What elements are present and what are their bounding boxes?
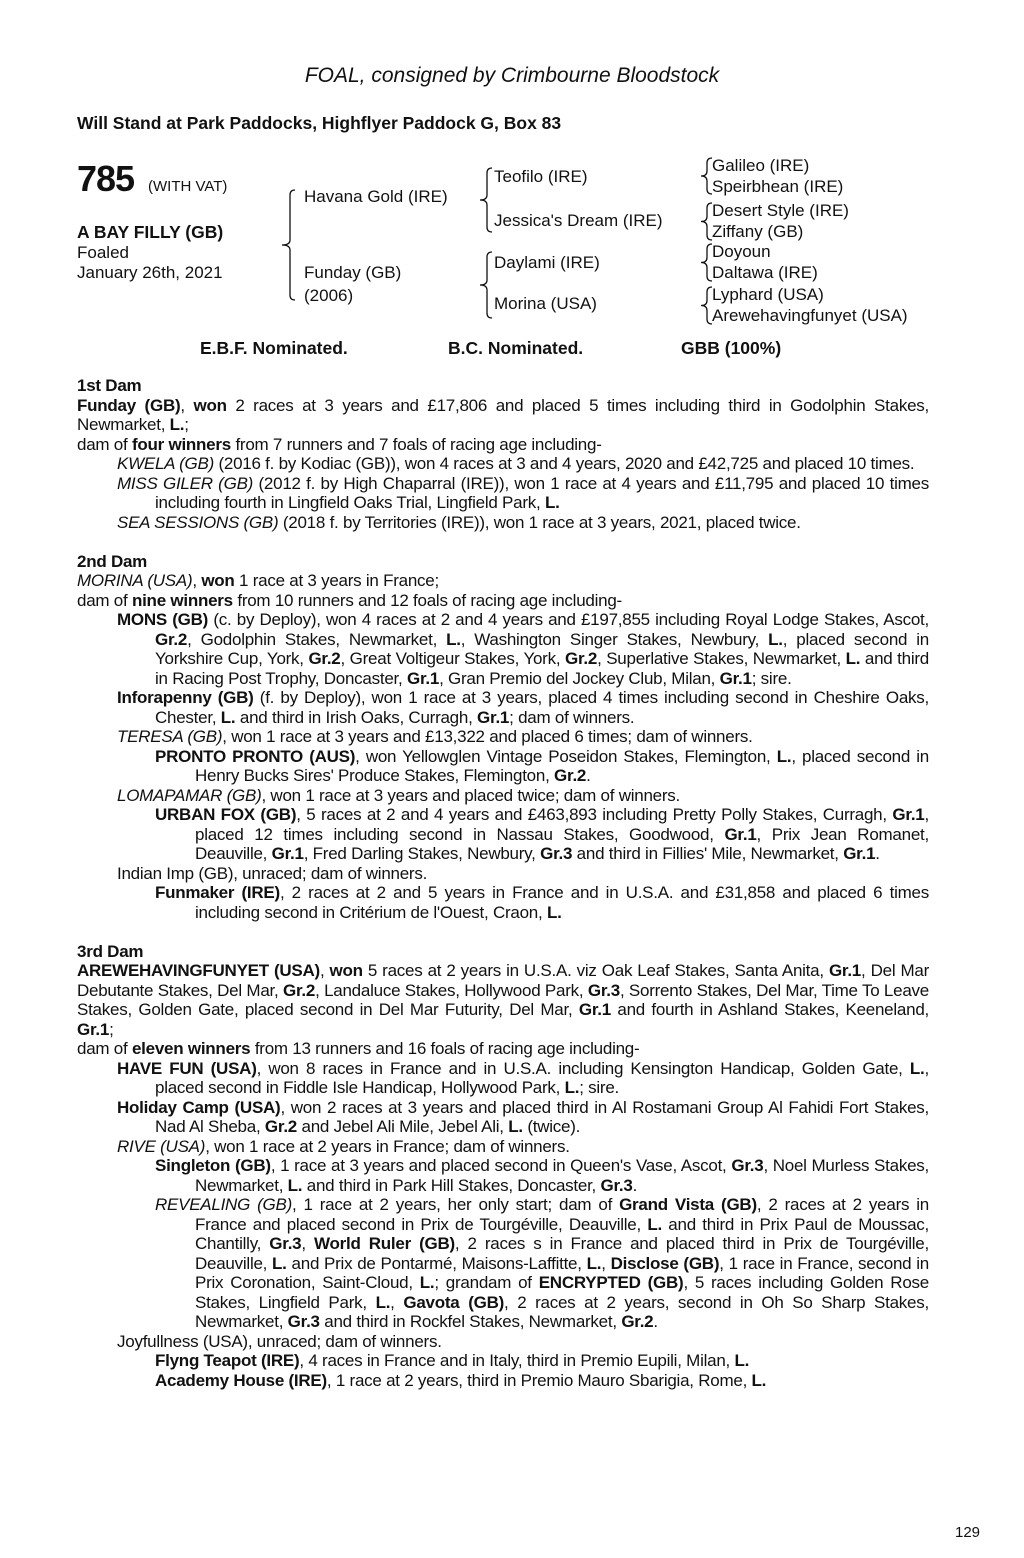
text: , won 8 races in France and in U.S.A. including Kensington Handicap, Golden Gate, xyxy=(256,1058,910,1078)
page-title: FOAL, consigned by Crimbourne Bloodstock xyxy=(304,64,720,87)
bold-text: Gr.2 xyxy=(308,649,341,668)
italic-text: KWELA (GB) xyxy=(117,454,214,473)
text: dam of xyxy=(77,434,132,454)
bold-text: L. xyxy=(375,1292,391,1312)
bold-text: URBAN FOX (GB) xyxy=(155,805,297,824)
produce-entry xyxy=(77,1098,929,1137)
bold-text: Gr.3 xyxy=(600,1175,633,1195)
text: , 2 races s in France and placed third in Prix de Tourgéville, Deauville, xyxy=(195,1234,929,1273)
lot-number: 785 xyxy=(77,158,135,199)
bold-text: Inforapenny (GB) xyxy=(117,688,254,707)
pedigree-dam-year: (2006) xyxy=(304,286,354,305)
bold-text: Gr.2 xyxy=(264,1117,298,1136)
bold-text: Singleton (GB) xyxy=(155,1156,271,1175)
text: ; grandam of xyxy=(434,1273,539,1292)
bold-text: ENCRYPTED (GB) xyxy=(538,1273,684,1292)
produce-entry xyxy=(77,1332,929,1352)
text: , 2 races at 2 years in France and placed second in Prix de Tourgéville, Deauville, xyxy=(195,1195,929,1234)
text: . xyxy=(586,766,591,785)
pedigree-brace xyxy=(701,287,712,324)
text: Joyfullness (USA), unraced; dam of winners. xyxy=(117,1331,442,1351)
pedigree-g3-7: Lyphard (USA) xyxy=(712,285,824,304)
text: dam of xyxy=(77,590,132,610)
section-heading: 1st Dam xyxy=(77,376,142,395)
pedigree-sire-dam: Jessica's Dream (IRE) xyxy=(494,211,663,230)
bold-text: Funday (GB) xyxy=(77,395,181,415)
bold-text: Gr.1 xyxy=(719,668,752,688)
text: (2012 f. by High Chaparral (IRE)), won 1 race at 4 years and £11,795 and placed 10 times including fourth in Lingfield Oaks Trial, Lingfield Park, xyxy=(155,473,929,512)
text: , won 1 race at 3 years and placed twice; dam of winners. xyxy=(261,785,681,805)
pedigree-g3-3: Desert Style (IRE) xyxy=(712,201,849,220)
text: from 7 runners and 7 foals of racing age including- xyxy=(230,434,602,454)
italic-text: MISS GILER (GB) xyxy=(117,473,254,493)
bold-text: Flyng Teapot (IRE) xyxy=(155,1351,300,1370)
pedigree-g3-1: Galileo (IRE) xyxy=(712,156,810,175)
text: . xyxy=(653,1312,658,1331)
text: and third in Prix Paul de Moussac, Chantilly, xyxy=(195,1214,929,1253)
text: , 1 race at 2 years, third in Premio Mauro Sbarigia, Rome, xyxy=(326,1370,752,1390)
text: ; dam of winners. xyxy=(509,707,635,727)
text: , 1 race at 3 years and placed second in Queen's Vase, Ascot, xyxy=(270,1156,732,1175)
text: and Prix de Pontarmé, Maisons-Laffitte, xyxy=(286,1253,587,1273)
section-heading: 3rd Dam xyxy=(77,941,144,961)
bold-text: Gr.1 xyxy=(477,707,510,727)
produce-entry xyxy=(77,1039,929,1059)
bold-text: L. xyxy=(564,1078,580,1097)
lot-name: A BAY FILLY (GB) xyxy=(77,222,224,242)
text: , 5 races including Golden Rose Stakes, Lingfield Park, xyxy=(195,1273,929,1312)
bold-text: Gr.1 xyxy=(892,805,925,824)
bold-text: L. xyxy=(287,1175,303,1195)
bold-text: L. xyxy=(586,1253,602,1273)
produce-entry xyxy=(77,864,929,884)
text: , xyxy=(319,961,330,980)
bold-text: Gr.2 xyxy=(564,649,598,668)
produce-entry xyxy=(77,1137,929,1157)
pedigree-g3-4: Ziffany (GB) xyxy=(712,222,804,241)
produce-entry xyxy=(77,688,929,727)
pedigree-dam-sire: Daylami (IRE) xyxy=(494,253,600,272)
italic-text: RIVE (USA) xyxy=(117,1136,206,1156)
text: , xyxy=(301,1234,314,1253)
bold-text: eleven winners xyxy=(131,1039,251,1058)
text: , Prix Jean Romanet, Deauville, xyxy=(195,824,929,863)
text: , 2 races at 2 years, second in Oh So Sharp Stakes, Newmarket, xyxy=(195,1292,929,1331)
foaled-date: January 26th, 2021 xyxy=(77,263,223,282)
italic-text: REVEALING (GB) xyxy=(155,1195,292,1214)
text: ; xyxy=(184,415,189,434)
bold-text: Holiday Camp (USA) xyxy=(117,1097,281,1117)
bold-text: Gr.1 xyxy=(271,844,304,863)
bold-text: L. xyxy=(734,1351,750,1370)
produce-entry xyxy=(77,1156,929,1195)
bold-text: Gr.2 xyxy=(621,1312,654,1331)
produce-entry xyxy=(77,474,929,513)
text: dam of xyxy=(77,1039,132,1058)
text: , won 1 race at 3 years and £13,322 and placed 6 times; dam of winners. xyxy=(222,727,753,746)
italic-text: SEA SESSIONS (GB) xyxy=(117,512,279,532)
text: 2 races at 3 years and £17,806 and placed 5 times including third in Godolphin Stakes, Newmarket, xyxy=(77,395,929,434)
dam-section xyxy=(77,942,929,1391)
produce-entry xyxy=(77,454,929,474)
bold-text: Gr.3 xyxy=(287,1312,320,1331)
italic-text: LOMAPAMAR (GB) xyxy=(117,785,262,805)
bold-text: four winners xyxy=(131,434,231,454)
bold-text: Academy House (IRE) xyxy=(155,1370,327,1390)
text: , 4 races in France and in Italy, third in Premio Eupili, Milan, xyxy=(299,1351,735,1370)
bold-text: Gavota (GB) xyxy=(403,1292,505,1312)
text: and third in Rockfel Stakes, Newmarket, xyxy=(319,1312,622,1331)
bold-text: won xyxy=(329,961,363,980)
text: ; sire. xyxy=(751,668,792,688)
produce-entry xyxy=(77,786,929,806)
text: (2018 f. by Territories (IRE)), won 1 race at 3 years, 2021, placed twice. xyxy=(278,512,801,532)
text: , 5 races at 2 and 4 years and £463,893 including Pretty Polly Stakes, Curragh, xyxy=(296,805,893,824)
text: , 1 race in France, second in Prix Coronation, Saint-Cloud, xyxy=(195,1253,929,1292)
text: from 13 runners and 16 foals of racing age including- xyxy=(250,1039,640,1058)
pedigree-brace xyxy=(701,244,712,281)
bold-text: HAVE FUN (USA) xyxy=(117,1058,257,1078)
bold-text: L. xyxy=(546,902,562,922)
bold-text: L. xyxy=(508,1117,523,1136)
bold-text: L. xyxy=(419,1273,435,1292)
bold-text: Gr.2 xyxy=(155,629,188,649)
text: , Noel Murless Stakes, Newmarket, xyxy=(195,1156,929,1195)
bold-text: L. xyxy=(845,649,861,668)
text: , placed second in Fiddle Isle Handicap, Hollywood Park, xyxy=(155,1058,929,1097)
pedigree-sire: Havana Gold (IRE) xyxy=(304,187,448,206)
section-heading: 2nd Dam xyxy=(77,551,148,571)
text: , xyxy=(180,395,194,415)
gbb-status: GBB (100%) xyxy=(681,338,782,358)
bold-text: Gr.2 xyxy=(554,766,587,785)
produce-entry xyxy=(77,747,929,786)
bold-text: nine winners xyxy=(131,590,233,610)
bold-text: Gr.3 xyxy=(731,1156,764,1175)
text: , xyxy=(601,1253,611,1273)
bold-text: Gr.3 xyxy=(587,980,620,1000)
bold-text: AREWEHAVINGFUNYET (USA) xyxy=(77,961,320,980)
bold-text: won xyxy=(193,395,227,415)
text: (2016 f. by Kodiac (GB)), won 4 races at 3 and 4 years, 2020 and £42,725 and placed 10 times. xyxy=(214,454,915,473)
text: , won Yellowglen Vintage Poseidon Stakes, Flemington, xyxy=(355,746,777,766)
text: and Jebel Ali Mile, Jebel Ali, xyxy=(297,1117,509,1136)
text: , Gran Premio del Jockey Club, Milan, xyxy=(439,668,720,688)
bold-text: L. xyxy=(776,746,792,766)
pedigree-dam-dam: Morina (USA) xyxy=(494,294,597,313)
text: and fourth in Ashland Stakes, Keeneland, xyxy=(610,1000,930,1019)
text: , 2 races at 2 and 5 years in France and in U.S.A. and £31,858 and placed 6 times including second in Critérium de l'Ouest, Craon, xyxy=(195,883,929,922)
pedigree-brace xyxy=(480,168,492,232)
bold-text: Gr.1 xyxy=(578,1000,611,1019)
bold-text: Gr.2 xyxy=(283,980,316,1000)
bold-text: L. xyxy=(544,493,560,512)
text: , Fred Darling Stakes, Newbury, xyxy=(303,844,541,863)
text: ; xyxy=(109,1019,114,1039)
pedigree-brace xyxy=(701,203,712,240)
pedigree-g3-8: Arewehavingfunyet (USA) xyxy=(712,306,908,325)
italic-text: TERESA (GB) xyxy=(117,727,223,746)
italic-text: MORINA (USA) xyxy=(77,571,193,590)
text: , Del Mar Debutante Stakes, Del Mar, xyxy=(77,961,929,1000)
text: , won 2 races at 3 years and placed third in Al Rostamani Group Al Fahidi Fort Stakes, Nad Al Sheba, xyxy=(155,1097,930,1136)
vat-note: (WITH VAT) xyxy=(148,178,228,195)
bold-text: L. xyxy=(446,629,461,649)
produce-entry xyxy=(77,1195,929,1332)
text: . xyxy=(875,844,880,863)
text: , Sorrento Stakes, Del Mar, Time To Leave Stakes, Golden Gate, placed second in Del Mar Futurity, Del Mar, xyxy=(77,980,929,1019)
text: and third in Park Hill Stakes, Doncaster, xyxy=(302,1175,601,1195)
produce-entry xyxy=(77,727,929,747)
text: , 1 race at 2 years, her only start; dam of xyxy=(291,1195,620,1214)
text: , placed 12 times including second in Nassau Stakes, Goodwood, xyxy=(195,805,929,844)
pedigree-dam: Funday (GB) xyxy=(304,263,402,282)
bold-text: PRONTO PRONTO (AUS) xyxy=(155,746,356,766)
bold-text: Gr.1 xyxy=(724,824,757,844)
ebf-nomination: E.B.F. Nominated. xyxy=(200,338,348,358)
text: . xyxy=(632,1175,638,1195)
text: , xyxy=(192,571,202,590)
dam-section xyxy=(77,376,929,532)
text: (f. by Deploy), won 1 race at 3 years, placed 4 times including second in Cheshire Oaks, Chester, xyxy=(155,688,929,727)
text: ; sire. xyxy=(579,1078,620,1097)
page-number: 129 xyxy=(955,1524,981,1541)
produce-entry xyxy=(77,591,929,611)
text: from 10 runners and 12 foals of racing age including- xyxy=(232,590,622,610)
bc-nomination: B.C. Nominated. xyxy=(448,338,584,358)
produce-entry xyxy=(77,883,929,922)
text: , Landaluce Stakes, Hollywood Park, xyxy=(315,980,588,1000)
pedigree-g3-5: Doyoun xyxy=(712,242,771,261)
produce-entry xyxy=(77,1371,929,1391)
text: , Superlative Stakes, Newmarket, xyxy=(597,649,846,668)
pedigree-brace xyxy=(701,158,712,194)
bold-text: L. xyxy=(272,1253,287,1273)
bold-text: Gr.3 xyxy=(269,1234,302,1253)
text: (twice). xyxy=(522,1117,581,1136)
bold-text: Gr.1 xyxy=(77,1019,110,1039)
bold-text: Gr.3 xyxy=(540,844,573,863)
bold-text: L. xyxy=(909,1058,925,1078)
text: , Washington Singer Stakes, Newbury, xyxy=(460,629,769,649)
text: and third in Racing Post Trophy, Doncaster, xyxy=(155,649,929,688)
bold-text: Funmaker (IRE) xyxy=(155,883,280,902)
foaled-label: Foaled xyxy=(77,243,129,262)
text: and third in Fillies' Mile, Newmarket, xyxy=(572,844,844,863)
text: (c. by Deploy), won 4 races at 2 and 4 years and £197,855 including Royal Lodge Stakes, Ascot, xyxy=(208,610,930,629)
pedigree-brace xyxy=(480,252,492,318)
produce-entry xyxy=(77,571,929,591)
text: , xyxy=(390,1292,404,1312)
pedigree-brace xyxy=(282,190,295,300)
produce-entry xyxy=(77,805,929,864)
bold-text: L. xyxy=(647,1214,662,1234)
produce-entry xyxy=(77,396,929,435)
bold-text: MONS (GB) xyxy=(117,610,209,629)
catalogue-body xyxy=(77,376,929,1410)
pedigree-sire-sire: Teofilo (IRE) xyxy=(494,167,588,186)
bold-text: Gr.1 xyxy=(828,961,862,980)
text: , won 1 race at 2 years in France; dam of winners. xyxy=(205,1136,570,1156)
produce-entry xyxy=(77,1059,929,1098)
bold-text: L. xyxy=(220,707,236,727)
bold-text: World Ruler (GB) xyxy=(314,1234,455,1253)
produce-entry xyxy=(77,435,929,455)
pedigree-g3-2: Speirbhean (IRE) xyxy=(712,177,844,196)
produce-entry xyxy=(77,1351,929,1371)
produce-entry xyxy=(77,513,929,533)
text: , placed second in Yorkshire Cup, York, xyxy=(155,629,929,668)
text: 1 race at 3 years in France; xyxy=(234,571,439,590)
pedigree-g3-6: Daltawa (IRE) xyxy=(712,263,818,282)
text: , Godolphin Stakes, Newmarket, xyxy=(187,629,447,649)
text: Indian Imp (GB), unraced; dam of winners. xyxy=(117,863,428,883)
text: and third in Irish Oaks, Curragh, xyxy=(235,707,478,727)
produce-entry xyxy=(77,961,929,1039)
bold-text: L. xyxy=(169,415,185,434)
produce-entry xyxy=(77,610,929,688)
bold-text: Grand Vista (GB) xyxy=(619,1195,757,1214)
text: , Great Voltigeur Stakes, York, xyxy=(340,649,565,668)
text: , placed second in Henry Bucks Sires' Produce Stakes, Flemington, xyxy=(195,746,929,785)
bold-text: L. xyxy=(751,1370,767,1390)
bold-text: won xyxy=(201,571,235,590)
bold-text: Gr.1 xyxy=(843,844,876,863)
bold-text: Gr.1 xyxy=(406,668,440,688)
dam-section xyxy=(77,552,929,923)
text: 5 races at 2 years in U.S.A. viz Oak Leaf Stakes, Santa Anita, xyxy=(362,961,829,980)
bold-text: Disclose (GB) xyxy=(610,1253,720,1273)
stand-location: Will Stand at Park Paddocks, Highflyer Paddock G, Box 83 xyxy=(77,113,562,133)
bold-text: L. xyxy=(768,629,783,649)
